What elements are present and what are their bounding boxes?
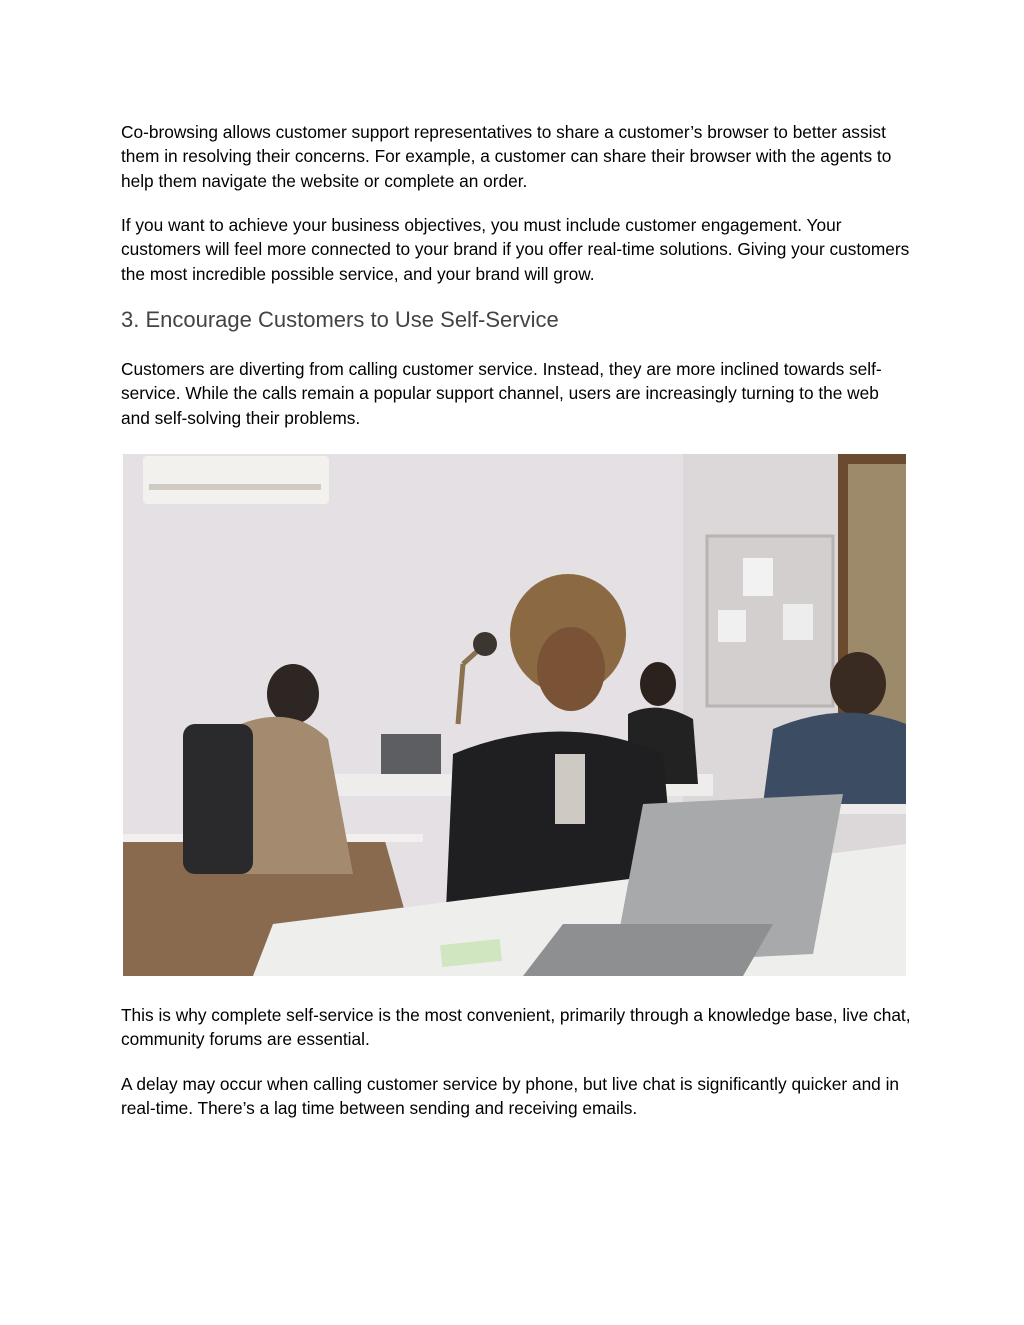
call-center-photo (123, 454, 906, 976)
section-heading: 3. Encourage Customers to Use Self-Service (121, 307, 559, 332)
paragraph-complete-self-service: This is why complete self-service is the most convenient, primarily through a knowledge base, live chat, community forums are essential. (121, 1005, 911, 1050)
paragraph-customer-engagement: If you want to achieve your business objectives, you must include customer engagement. Your customers will feel more connected to your brand if you offer real-time solutions. Giving your customers the most incredible possible service, and your brand will grow. (121, 215, 910, 284)
paragraph-self-service: Customers are diverting from calling customer service. Instead, they are more inclined towards self-service. While the calls remain a popular support channel, users are increasingly turning to the web and self-solving their problems. (121, 359, 882, 428)
paragraph-co-browsing: Co-browsing allows customer support representatives to share a customer’s browser to better assist them in resolving their concerns. For example, a customer can share their browser with the agents to help them navigate the website or complete an order. (121, 122, 892, 191)
paragraph-live-chat: A delay may occur when calling customer service by phone, but live chat is significantly quicker and in real-time. There’s a lag time between sending and receiving emails. (121, 1074, 900, 1119)
